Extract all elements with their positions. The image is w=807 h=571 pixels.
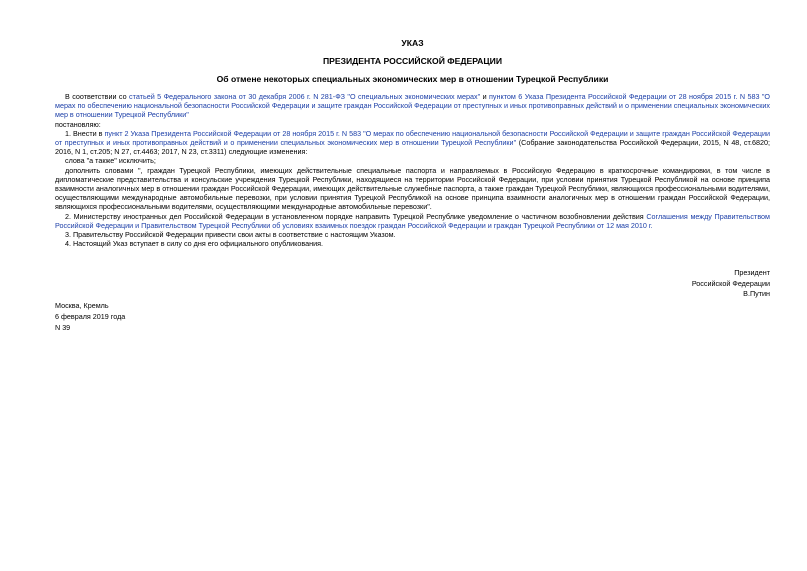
item-2-paragraph [55,212,770,230]
signature-line-3: В.Путин [743,289,770,298]
item-1-paragraph [55,129,770,157]
signature-line-1: Президент [734,268,770,277]
item-1-sub-2: дополнить словами ", граждан Турецкой Республики, имеющих действительные специальные паспорта и направляемых в Российскую Федерацию в краткосрочные командировки, в том числе в дипломатические представительства и консульские учреждения Турецкой Республики, находящиеся на территории Российской Федерации, при условии принятия Турецкой Республикой на основе принципа взаимности аналогичных мер в отношении граждан Российской Федерации, имеющих действительные служебные паспорта, а также граждан Турецкой Республики, являющихся профессиональными водителями, осуществляющими международные автомобильные перевозки, при условии принятия Турецкой Республикой на основе принципа взаимности аналогичных мер в отношении граждан Российской Федерации, являющихся профессиональными водителями, осуществляющими международные автомобильные перевозки". [55,165,770,212]
decree-583-point-2-link[interactable]: пункт 2 Указа Президента Российской Федерации от 28 ноября 2015 г. N 583 "О мерах по обеспечению национальной безопасности Российской Федерации и защите граждан Российской Федерации от преступных и иных противоправных действий и о применении специальных экономических мер в отношении Турецкой Республики" [55,128,771,148]
item-1-prefix: 1. Внести в [65,128,105,138]
footer-place: Москва, Кремль [55,301,109,310]
footer-block [55,300,125,333]
agreement-2010-link[interactable]: Соглашения между Правительством Российской Федерации и Правительством Турецкой Республики об условиях взаимных поездок граждан Российской Федерации и граждан Турецкой Республики от 12 мая 2010 г. [55,211,770,230]
item-1-suffix: (Собрание законодательства Российской Федерации, 2015, N 48, ст.6820; 2016, N 1, ст.205; N 27, ст.4463; 2017, N 23, ст.3311) следующие изменения: [55,138,770,157]
signature-block [692,268,770,300]
law-article-5-link[interactable]: статьей 5 Федерального закона от 30 декабря 2006 г. N 281-ФЗ "О специальных экономических мерах" [129,92,481,101]
doc-subtitle: ПРЕЗИДЕНТА РОССИЙСКОЙ ФЕДЕРАЦИИ [322,56,503,66]
preamble-prefix: В соответствии со [65,92,130,101]
decree-583-point-6-link[interactable]: пунктом 6 Указа Президента Российской Федерации от 28 ноября 2015 г. N 583 "О мерах по обеспечению национальной безопасности Российской Федерации и защите граждан Российской Федерации от преступных и иных противоправных действий и о применении специальных экономических мер в отношении Турецкой Республики" [55,92,771,120]
footer-date: 6 февраля 2019 года [55,312,126,321]
preamble-paragraph [55,92,770,120]
item-1-sub-1: слова "а также" исключить; [65,156,156,166]
item-2-prefix: 2. Министерству иностранных дел Российской Федерации в установленном порядке направить Турецкой Республике уведомление о частичном возобновлении действия [65,211,647,221]
footer-number: N 39 [55,323,71,332]
signature-line-2: Российской Федерации [691,278,770,288]
postanovlyayu: постановляю: [55,119,101,129]
item-3-paragraph: 3. Правительству Российской Федерации привести свои акты в соответствие с настоящим Указом. [65,230,396,240]
preamble-mid: и [480,92,490,101]
doc-heading: Об отмене некоторых специальных экономических мер в отношении Турецкой Республики [216,74,609,84]
doc-title: УКАЗ [401,38,424,48]
item-4-paragraph: 4. Настоящий Указ вступает в силу со дня его официального опубликования. [65,239,324,249]
